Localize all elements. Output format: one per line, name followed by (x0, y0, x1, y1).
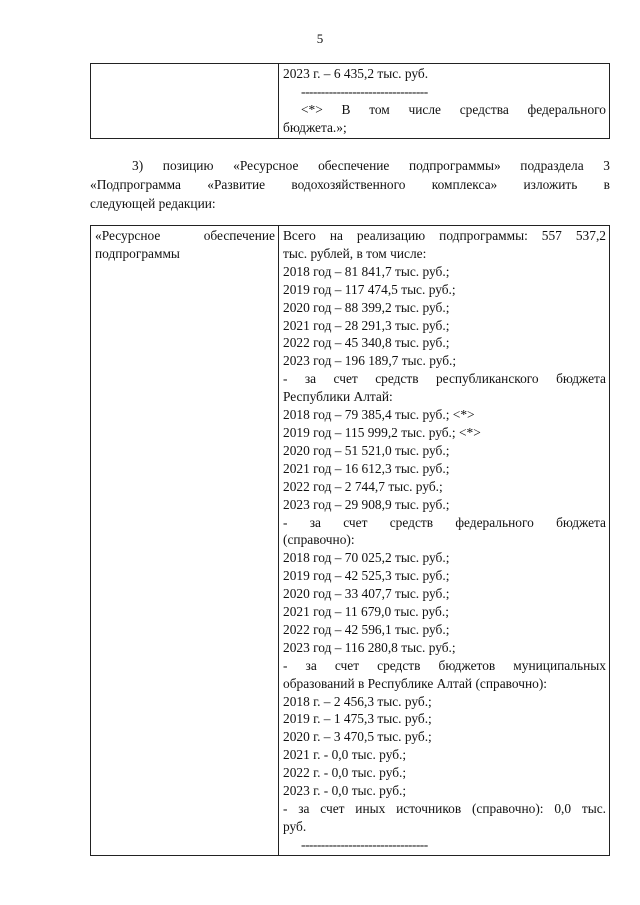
year-row: 2022 г. - 0,0 тыс. руб.; (283, 765, 407, 781)
republic-line-2: Республики Алтай: (283, 389, 393, 405)
total-line-1: Всего на реализацию подпрограммы: 557 537,2 (283, 228, 606, 243)
previous-table-fragment (90, 63, 610, 139)
year-row: 2022 год – 2 744,7 тыс. руб.; (283, 478, 443, 494)
year-row: 2023 год – 116 280,8 тыс. руб.; (283, 639, 456, 655)
municipal-line-1: - за счет средств бюджетов муниципальных (283, 657, 606, 673)
amount-line: 2023 г. – 6 435,2 тыс. руб. (283, 66, 429, 81)
year-row: 2019 г. – 1 475,3 тыс. руб.; (283, 711, 432, 727)
footnote-line-2: бюджета.»; (283, 119, 347, 135)
year-row: 2020 год – 33 407,7 тыс. руб.; (283, 586, 450, 602)
paragraph-line-1: 3) позицию «Ресурсное обеспечение подпрограммы» подраздела 3 (132, 158, 610, 173)
year-row: 2023 год – 196 189,7 тыс. руб.; (283, 353, 457, 369)
label-line-2: подпрограммы (95, 245, 180, 261)
label-line-1: «Ресурсное обеспечение (95, 228, 275, 243)
federal-line-2: (справочно): (283, 532, 355, 548)
year-row: 2021 год – 28 291,3 тыс. руб.; (283, 317, 450, 333)
republic-line-1: - за счет средств республиканского бюджета (283, 371, 606, 387)
footnote-line-1: <*> В том числе средства федерального (301, 101, 606, 117)
year-row: 2022 год – 45 340,8 тыс. руб.; (283, 335, 450, 351)
page-number: 5 (316, 31, 324, 46)
resource-values-cell (279, 226, 610, 856)
year-row: 2019 год – 115 999,2 тыс. руб.; <*> (283, 424, 481, 440)
year-row: 2023 год – 29 908,9 тыс. руб.; (283, 496, 450, 512)
year-row: 2018 год – 79 385,4 тыс. руб.; <*> (283, 407, 475, 423)
year-row: 2020 г. – 3 470,5 тыс. руб.; (283, 729, 432, 745)
resource-label-cell (91, 226, 279, 856)
right-cell (279, 64, 610, 139)
separator-dashes: -------------------------------- (301, 83, 428, 99)
paragraph-line-3: следующей редакции: (90, 196, 216, 211)
other-sources-line-1: - за счет иных источников (справочно): 0,0 тыс. (283, 801, 606, 816)
year-row: 2021 г. - 0,0 тыс. руб.; (283, 747, 407, 763)
empty-left-cell (91, 64, 279, 139)
year-row: 2021 год – 16 612,3 тыс. руб.; (283, 460, 450, 476)
year-row: 2019 год – 117 474,5 тыс. руб.; (283, 281, 456, 297)
year-row: 2020 год – 88 399,2 тыс. руб.; (283, 299, 450, 315)
year-row: 2018 год – 81 841,7 тыс. руб.; (283, 263, 450, 279)
year-row: 2021 год – 11 679,0 тыс. руб.; (283, 604, 449, 620)
year-row: 2022 год – 42 596,1 тыс. руб.; (283, 621, 450, 637)
year-row: 2020 год – 51 521,0 тыс. руб.; (283, 442, 450, 458)
year-row: 2018 год – 70 025,2 тыс. руб.; (283, 550, 450, 566)
separator-dashes: -------------------------------- (301, 836, 428, 852)
municipal-line-2: образований в Республике Алтай (справочно): (283, 675, 548, 691)
other-sources-line-2: руб. (283, 818, 307, 834)
year-row: 2018 г. – 2 456,3 тыс. руб.; (283, 693, 432, 709)
resource-table (90, 225, 610, 856)
federal-line-1: - за счет средств федерального бюджета (283, 514, 606, 530)
year-row: 2023 г. - 0,0 тыс. руб.; (283, 783, 407, 799)
amendment-paragraph (90, 156, 610, 213)
year-row: 2019 год – 42 525,3 тыс. руб.; (283, 568, 450, 584)
total-line-2: тыс. рублей, в том числе: (283, 245, 427, 261)
paragraph-line-2: «Подпрограмма «Развитие водохозяйственного комплекса» изложить в (90, 177, 610, 192)
